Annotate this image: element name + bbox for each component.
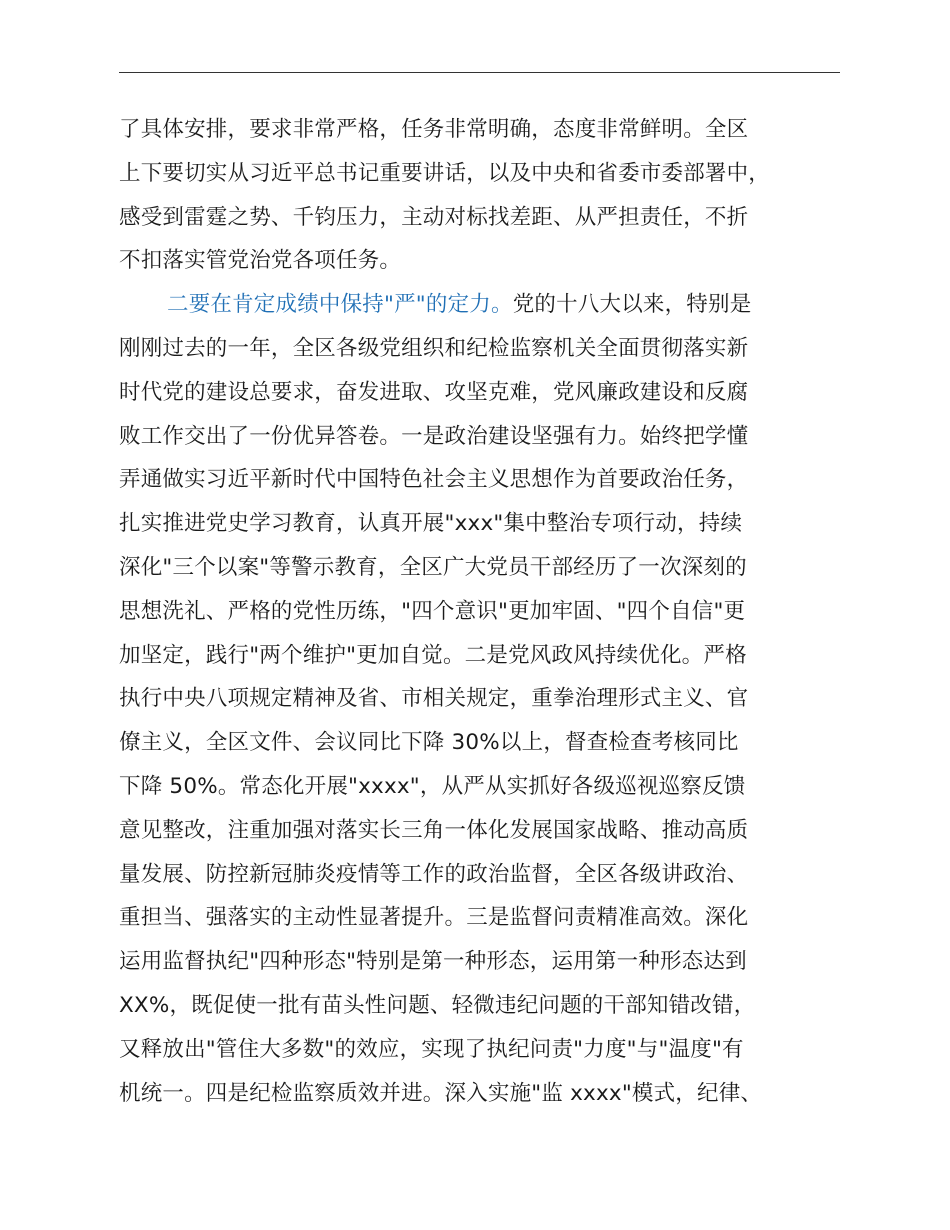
text-line: 僚主义，全区文件、会议同比下降 30%以上，督查检查考核同比	[119, 730, 739, 756]
text-line: 感受到雷霆之势、千钧压力，主动对标找差距、从严担责任，不折	[119, 204, 749, 230]
text-line: 不扣落实管党治党各项任务。	[119, 248, 402, 274]
text-line: 重担当、强落实的主动性显著提升。三是监督问责精准高效。深化	[119, 905, 749, 931]
paragraph-2	[119, 283, 859, 1115]
text-line: 运用监督执纪"四种形态"特别是第一种形态，运用第一种形态达到	[119, 949, 747, 975]
heading-line-rest: 党的十八大以来，特别是	[512, 292, 752, 318]
header-rule	[119, 72, 840, 73]
text-line: 上下要切实从习近平总书记重要讲话，以及中央和省委市委部署中，	[119, 160, 771, 186]
text-line: 执行中央八项规定精神及省、市相关规定，重拳治理形式主义、官	[119, 686, 749, 712]
text-line: 又释放出"管住大多数"的效应，实现了执纪问责"力度"与"温度"有	[119, 1036, 744, 1062]
text-line: 思想洗礼、严格的党性历练，"四个意识"更加牢固、"四个自信"更	[119, 598, 746, 624]
text-line: 加坚定，践行"两个维护"更加自觉。二是党风政风持续优化。严格	[119, 642, 747, 668]
text-line: 扎实推进党史学习教育，认真开展"xxx"集中整治专项行动，持续	[119, 511, 743, 537]
text-line: 意见整改，注重加强对落实长三角一体化发展国家战略、推动高质	[119, 817, 749, 843]
text-line: 量发展、防控新冠肺炎疫情等工作的政治监督，全区各级讲政治、	[119, 861, 749, 887]
text-line: 败工作交出了一份优异答卷。一是政治建设坚强有力。始终把学懂	[119, 423, 749, 449]
text-line: 下降 50%。常态化开展"xxxx"，从严从实抓好各级巡视巡察反馈	[119, 773, 746, 799]
text-line: 弄通做实习近平新时代中国特色社会主义思想作为首要政治任务，	[119, 467, 749, 493]
text-line	[119, 283, 859, 327]
text-line: 时代党的建设总要求，奋发进取、攻坚克难，党风廉政建设和反腐	[119, 379, 749, 405]
text-line: 机统一。四是纪检监察质效并进。深入实施"监 xxxx"模式，纪律、	[119, 1080, 763, 1106]
paragraph-1	[119, 108, 859, 283]
text-line: 刚刚过去的一年，全区各级党组织和纪检监察机关全面贯彻落实新	[119, 335, 749, 361]
document-body	[119, 108, 859, 1115]
text-line: 深化"三个以案"等警示教育，全区广大党员干部经历了一次深刻的	[119, 554, 747, 580]
section-heading: 二要在肯定成绩中保持"严"的定力。	[167, 292, 513, 318]
text-line: XX%，既促使一批有苗头性问题、轻微违纪问题的干部知错改错，	[119, 992, 756, 1018]
text-line: 了具体安排，要求非常严格，任务非常明确，态度非常鲜明。全区	[119, 117, 749, 142]
